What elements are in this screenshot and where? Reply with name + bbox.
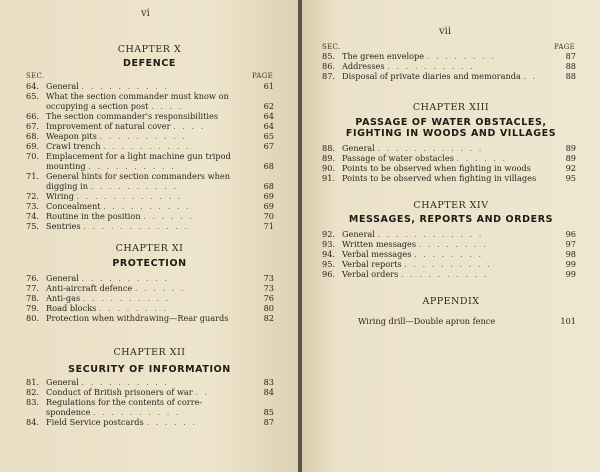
page-number: 68 <box>263 161 274 171</box>
leader-dots: . . . . . . <box>134 283 186 293</box>
appendix-heading: APPENDIX <box>422 296 480 307</box>
section-number: 72. <box>26 191 40 201</box>
section-number: 78. <box>26 293 40 303</box>
toc-entry <box>26 293 274 303</box>
leader-dots: . . . . . . <box>143 211 194 221</box>
section-title <box>46 161 250 171</box>
section-title <box>46 293 250 303</box>
section-title-text: The green envelope <box>342 51 425 61</box>
page-number: 82 <box>263 313 274 323</box>
chapter-title: SECURITY OF INFORMATION <box>68 364 231 375</box>
section-title-text: Written messages <box>342 239 417 249</box>
section-title-text: Sentries <box>46 221 81 231</box>
section-title <box>46 101 250 111</box>
page-number: 76 <box>263 293 274 303</box>
toc-entry <box>26 313 274 323</box>
section-title <box>46 81 250 91</box>
section-title <box>46 377 250 387</box>
page-number <box>250 91 274 101</box>
section-number: 83. <box>26 397 40 407</box>
leader-dots: . . . . . . . . . . . . <box>83 221 190 231</box>
section-number: 88. <box>322 143 336 153</box>
section-title-text: Crawl trench <box>46 141 101 151</box>
section-number: 94. <box>322 249 336 259</box>
toc-entry <box>322 153 576 163</box>
section-number: 77. <box>26 283 40 293</box>
section-title-text: Routine in the position <box>46 211 141 221</box>
section-title-text: Weapon pits <box>46 131 97 141</box>
section-title <box>46 211 250 221</box>
leader-dots: . . . . . . . . <box>426 51 496 61</box>
page-number: 68 <box>263 181 274 191</box>
section-number: 73. <box>26 201 40 211</box>
section-title-text: spondence <box>46 407 91 417</box>
chapter-heading: CHAPTER X <box>117 44 182 55</box>
page-number: 85 <box>263 407 274 417</box>
chapter-title: MESSAGES, REPORTS AND ORDERS <box>348 214 554 225</box>
chapter-title-line2: FIGHTING IN WOODS AND VILLAGES <box>345 128 557 139</box>
leader-dots: . . . . . . . . . . <box>103 141 191 151</box>
leader-dots: . . . . . . . . . . <box>81 273 169 283</box>
page-number: 70 <box>263 211 274 221</box>
leader-dots: . . . . . . <box>146 417 197 427</box>
section-number: 68. <box>26 131 40 141</box>
toc-entry <box>26 141 274 151</box>
page-number: 69 <box>263 201 274 211</box>
toc-entry <box>26 151 274 161</box>
section-title-text: The section commander's responsibilities <box>46 111 219 121</box>
toc-entry <box>322 259 576 269</box>
leader-dots: . . . . . . . . . . <box>88 161 176 171</box>
section-title <box>342 163 552 173</box>
section-title-text: Conduct of British prisoners of war <box>46 387 193 397</box>
page-column-label: PAGE <box>252 72 274 80</box>
page-number <box>250 171 274 181</box>
page-number: 88 <box>565 61 576 71</box>
section-title-text: Concealment <box>46 201 101 211</box>
chapter-title: DEFENCE <box>123 58 176 69</box>
section-number: 74. <box>26 211 40 221</box>
section-title-text: Anti-aircraft defence <box>46 283 133 293</box>
leader-dots: . . . . . . <box>456 153 508 163</box>
section-number <box>26 407 46 417</box>
toc-entry <box>322 173 576 183</box>
chapter-title: PASSAGE OF WATER OBSTACLES, <box>355 117 547 128</box>
section-title <box>46 191 250 201</box>
page-number: 73 <box>263 273 274 283</box>
toc-entry <box>26 181 274 191</box>
page-number: 71 <box>263 221 274 231</box>
toc-entry <box>26 211 274 221</box>
section-title <box>46 201 250 211</box>
page-number <box>250 151 274 161</box>
leader-dots: . . . . . . . . . . . . <box>76 191 183 201</box>
chapter-heading: CHAPTER XII <box>113 347 186 358</box>
toc-entry <box>26 283 274 293</box>
toc-entry <box>26 101 274 111</box>
toc-list <box>322 143 576 183</box>
section-title-text: What the section commander must know on <box>46 91 229 101</box>
toc-entry <box>26 171 274 181</box>
toc-entry <box>26 81 274 91</box>
page-number: 99 <box>565 259 576 269</box>
toc-entry <box>26 121 274 131</box>
section-title <box>342 153 552 163</box>
section-title-text: Field Service postcards <box>46 417 144 427</box>
leader-dots: . . . . . . . . . . . . <box>377 229 484 239</box>
chapter-heading: CHAPTER XI <box>115 243 184 254</box>
section-title <box>46 397 250 407</box>
leader-dots: . . . . . . . . . . <box>90 181 179 191</box>
section-title <box>342 71 552 81</box>
section-title <box>46 221 250 231</box>
toc-entry <box>26 91 274 101</box>
toc-entry <box>322 163 576 173</box>
leader-dots: . . . . . . . . . . <box>400 269 489 279</box>
section-number: 67. <box>26 121 40 131</box>
section-title <box>342 249 552 259</box>
section-title-text: Points to be observed when fighting in woods <box>342 163 531 173</box>
leader-dots: . . <box>523 71 538 81</box>
section-number: 86. <box>322 61 336 71</box>
leader-dots: . . . . . . . . . . <box>404 259 492 269</box>
section-number <box>26 161 46 171</box>
page-number: 64 <box>263 121 274 131</box>
page-number: 83 <box>263 377 274 387</box>
page-number: 67 <box>263 141 274 151</box>
leader-dots: . . . . . . . . . . . . <box>377 143 484 153</box>
section-title-text: Points to be observed when fighting in villages <box>342 173 537 183</box>
section-title-text: General <box>46 377 79 387</box>
section-number: 90. <box>322 163 336 173</box>
section-number: 89. <box>322 153 336 163</box>
page-number: 99 <box>565 269 576 279</box>
left-page <box>0 0 299 472</box>
section-title <box>46 387 250 397</box>
section-number: 84. <box>26 417 40 427</box>
section-title-text: Emplacement for a light machine gun tripod <box>46 151 231 161</box>
section-title <box>46 313 250 323</box>
toc-entry <box>322 229 576 239</box>
section-number <box>26 181 46 191</box>
page-number: 96 <box>565 229 576 239</box>
section-title <box>342 51 552 61</box>
section-title-text: Anti-gas <box>46 293 81 303</box>
toc-list <box>26 273 274 323</box>
toc-entry <box>322 61 576 71</box>
appendix-page: 101 <box>560 316 576 326</box>
toc-entry <box>26 111 274 121</box>
leader-dots: . . . . . . . . . . <box>387 61 475 71</box>
section-title-text: Verbal orders <box>342 269 399 279</box>
section-title <box>342 239 552 249</box>
page-number <box>250 397 274 407</box>
leader-dots: . . <box>195 387 210 397</box>
toc-entry <box>26 191 274 201</box>
section-number: 95. <box>322 259 336 269</box>
toc-list <box>26 377 274 427</box>
section-title-text: Regulations for the contents of corre- <box>46 397 203 407</box>
page-folio: vi <box>141 8 150 19</box>
section-number: 91. <box>322 173 336 183</box>
section-title <box>46 151 250 161</box>
page-number: 64 <box>263 111 274 121</box>
sec-column-label: SEC. <box>26 72 45 80</box>
section-title-text: General <box>46 273 79 283</box>
toc-list <box>26 81 274 231</box>
section-title <box>46 273 250 283</box>
toc-entry <box>322 269 576 279</box>
appendix-entry: Wiring drill—Double apron fence <box>358 316 496 326</box>
section-title-text: Passage of water obstacles <box>342 153 454 163</box>
toc-list <box>322 229 576 279</box>
toc-entry <box>322 143 576 153</box>
page-number: 84 <box>263 387 274 397</box>
toc-entry <box>26 417 274 427</box>
section-number: 65. <box>26 91 40 101</box>
page-number: 65 <box>263 131 274 141</box>
section-number: 80. <box>26 313 40 323</box>
section-title <box>342 61 552 71</box>
section-number: 93. <box>322 239 336 249</box>
page-number: 87 <box>263 417 274 427</box>
toc-entry <box>26 303 274 313</box>
leader-dots: . . . . . . . . <box>98 303 169 313</box>
page-number: 69 <box>263 191 274 201</box>
leader-dots: . . . . . . . . <box>418 239 488 249</box>
section-title-text: General <box>46 81 79 91</box>
page-number: 88 <box>565 71 576 81</box>
section-title <box>46 171 250 181</box>
section-title <box>342 173 552 183</box>
section-number: 81. <box>26 377 40 387</box>
section-number: 75. <box>26 221 40 231</box>
section-title <box>342 229 552 239</box>
section-number: 85. <box>322 51 336 61</box>
section-number: 76. <box>26 273 40 283</box>
section-number <box>26 101 46 111</box>
chapter-title: PROTECTION <box>112 258 187 269</box>
toc-entry <box>26 407 274 417</box>
toc-entry <box>26 161 274 171</box>
section-title-text: General <box>342 229 375 239</box>
section-title <box>46 141 250 151</box>
section-title <box>342 143 552 153</box>
leader-dots: . . . . . . . . . . <box>99 131 187 141</box>
leader-dots: . . . . . . . . <box>414 249 484 259</box>
section-number: 70. <box>26 151 40 161</box>
toc-entry <box>322 71 576 81</box>
section-title-text: General <box>342 143 375 153</box>
leader-dots: . . . . <box>173 121 206 131</box>
toc-entry <box>322 51 576 61</box>
page-number: 95 <box>565 173 576 183</box>
section-title-text: digging in <box>46 181 88 191</box>
section-title <box>46 181 250 191</box>
page-number: 89 <box>565 143 576 153</box>
section-title-text: Wiring <box>46 191 74 201</box>
section-title <box>46 91 250 101</box>
toc-entry <box>26 387 274 397</box>
toc-entry <box>26 221 274 231</box>
page-number: 89 <box>565 153 576 163</box>
section-number: 82. <box>26 387 40 397</box>
page-column-label: PAGE <box>554 43 576 51</box>
sec-column-label: SEC. <box>322 43 341 51</box>
section-title-text: Protection when withdrawing—Rear guards <box>46 313 229 323</box>
leader-dots: . . . . . . . . . . <box>81 377 169 387</box>
toc-entry <box>26 201 274 211</box>
section-title <box>46 303 250 313</box>
section-title-text: mounting <box>46 161 86 171</box>
right-page <box>302 0 600 472</box>
toc-entry <box>322 249 576 259</box>
section-number: 64. <box>26 81 40 91</box>
chapter-heading: CHAPTER XIII <box>412 102 490 113</box>
section-number: 92. <box>322 229 336 239</box>
leader-dots: . . . . . . . . . . <box>93 407 181 417</box>
section-title <box>342 269 552 279</box>
toc-entry <box>26 131 274 141</box>
page-number: 73 <box>263 283 274 293</box>
page-number: 97 <box>565 239 576 249</box>
section-title-text: Addresses <box>342 61 385 71</box>
page-folio: vii <box>439 26 452 37</box>
section-title-text: Disposal of private diaries and memoranda <box>342 71 521 81</box>
section-number: 96. <box>322 269 336 279</box>
section-title <box>46 131 250 141</box>
section-title <box>46 407 250 417</box>
section-title-text: Road blocks <box>46 303 97 313</box>
section-title-text: Verbal messages <box>342 249 412 259</box>
toc-entry <box>26 273 274 283</box>
section-title <box>46 111 250 121</box>
leader-dots: . . . . . . . . . . <box>82 293 171 303</box>
section-title <box>46 283 250 293</box>
leader-dots: . . . . . . . . . . <box>81 81 169 91</box>
page-number: 92 <box>565 163 576 173</box>
section-number: 69. <box>26 141 40 151</box>
section-title-text: General hints for section commanders when <box>46 171 231 181</box>
section-title <box>46 121 250 131</box>
section-title-text: Verbal reports <box>342 259 402 269</box>
section-number: 79. <box>26 303 40 313</box>
section-title-text: Improvement of natural cover <box>46 121 171 131</box>
section-number: 87. <box>322 71 336 81</box>
section-title-text: occupying a section post <box>46 101 149 111</box>
page-number: 87 <box>565 51 576 61</box>
toc-entry <box>26 377 274 387</box>
section-number: 66. <box>26 111 40 121</box>
toc-entry <box>26 397 274 407</box>
toc-list <box>322 51 576 81</box>
leader-dots: . . . . <box>151 101 184 111</box>
leader-dots: . . . . . . . . . . <box>103 201 191 211</box>
page-number: 98 <box>565 249 576 259</box>
page-number: 80 <box>263 303 274 313</box>
page-number: 62 <box>263 101 274 111</box>
section-number: 71. <box>26 171 40 181</box>
section-title <box>342 259 552 269</box>
toc-entry <box>322 239 576 249</box>
page-number: 61 <box>263 81 274 91</box>
chapter-heading: CHAPTER XIV <box>413 200 489 211</box>
section-title <box>46 417 250 427</box>
